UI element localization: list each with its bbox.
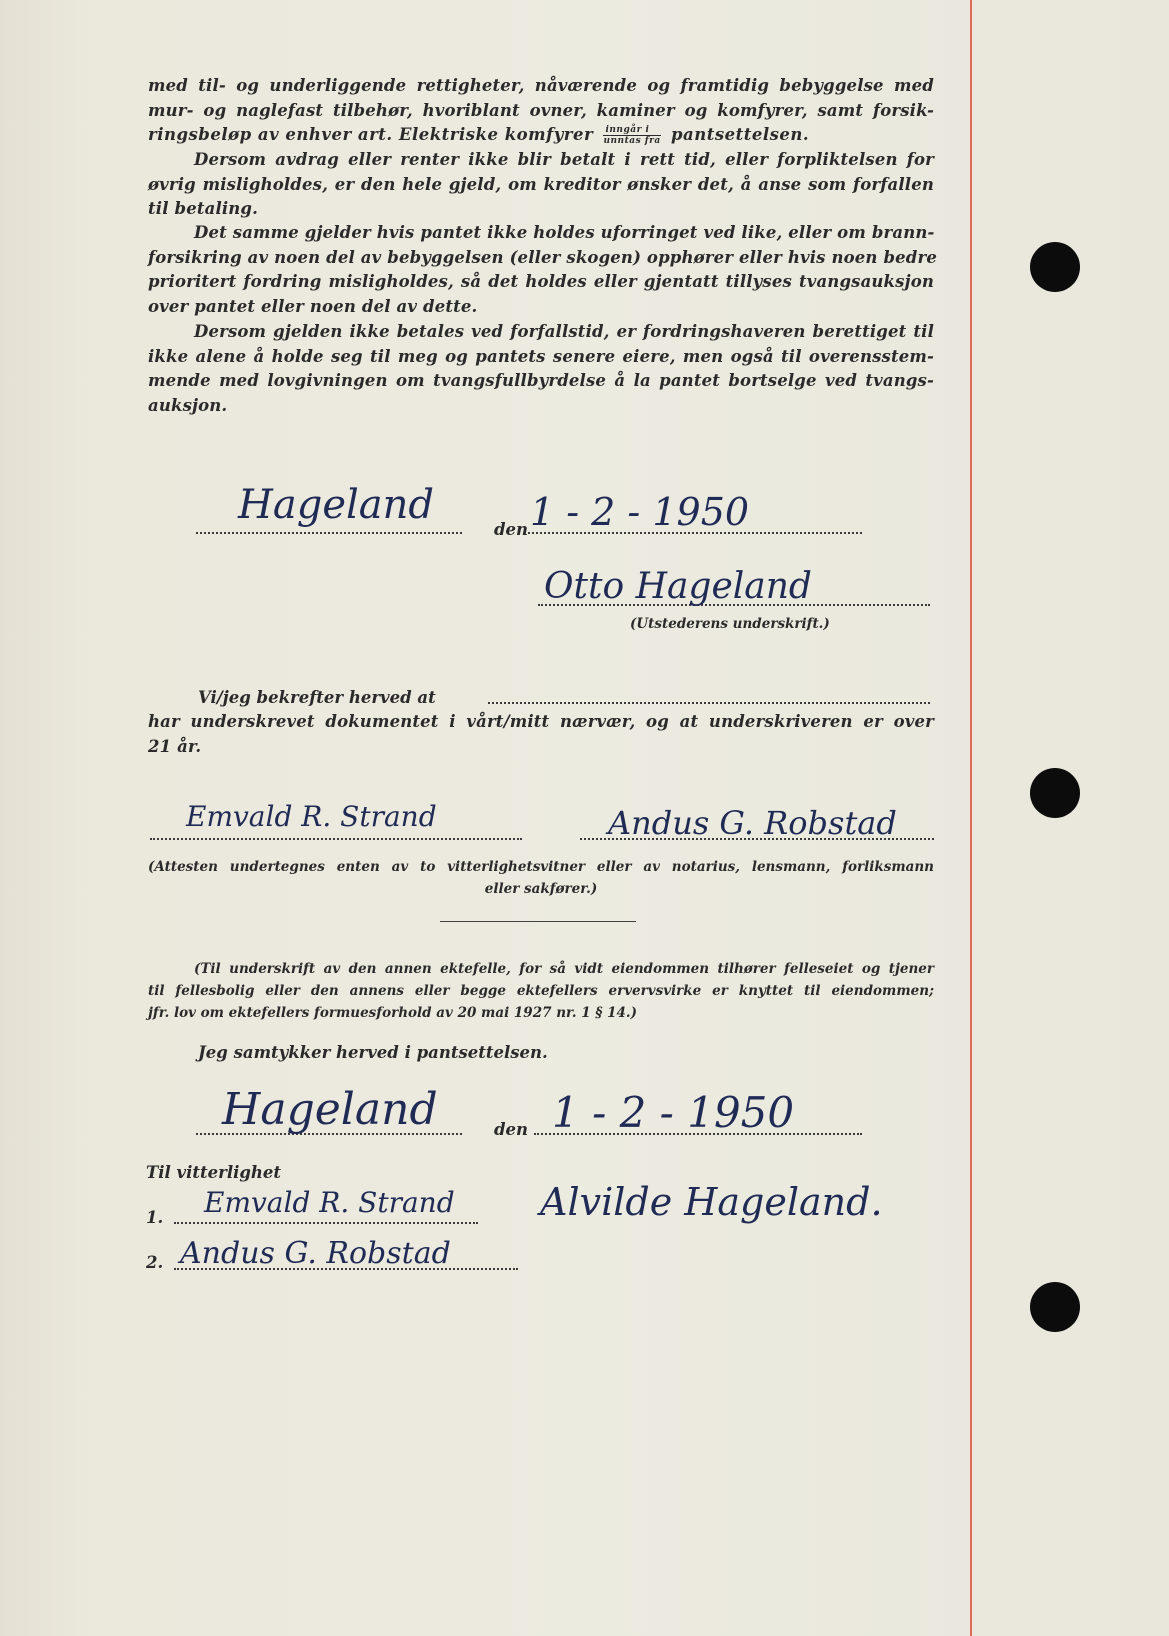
text-line: øvrig misligholdes, er den hele gjeld, om kreditor ønsker det, å anse som forfallen bbox=[148, 174, 934, 194]
consent-date-handwritten: 1 - 2 - 1950 bbox=[552, 1088, 795, 1137]
text-fragment: ringsbeløp av enhver art. Elektriske komfyrer bbox=[148, 125, 594, 144]
signer-handwritten: Otto Hageland bbox=[544, 566, 812, 607]
date-handwritten: 1 - 2 - 1950 bbox=[530, 490, 750, 534]
fraction-bottom: unntas fra bbox=[603, 136, 661, 146]
text-line: (Attesten undertegnes enten av to vitterlighetsvitner eller av notarius, lensmann, forliksmann bbox=[148, 859, 934, 875]
text-line: prioritert fordring misligholdes, så det holdes eller gjentatt tillyses tvangsauksjon bbox=[148, 272, 934, 291]
witness2-handwritten: Andus G. Robstad bbox=[608, 804, 897, 842]
paragraph-maintenance bbox=[148, 221, 937, 319]
attestation-intro: Vi/jeg bekrefter herved at bbox=[198, 688, 436, 707]
punch-hole-icon bbox=[1030, 242, 1080, 292]
place-dotted-line bbox=[196, 532, 462, 534]
text-line: mur- og naglefast tilbehør, hvoriblant ovner, kaminer og komfyrer, samt forsik- bbox=[148, 100, 934, 120]
text-line: eller sakfører.) bbox=[484, 881, 598, 897]
paragraph-enforcement bbox=[148, 320, 934, 418]
witness-label: Til vitterlighet bbox=[146, 1163, 282, 1182]
attestation-note bbox=[148, 856, 934, 900]
punch-hole-icon bbox=[1030, 1282, 1080, 1332]
text-line: (Til underskrift av den annen ektefelle, for så vidt eiendommen tilhører felleseiet og tjener bbox=[194, 961, 934, 977]
consent-signer-handwritten: Alvilde Hageland. bbox=[540, 1180, 883, 1224]
consent-place-handwritten: Hageland bbox=[222, 1084, 438, 1135]
consent-text: Jeg samtykker herved i pantsettelsen. bbox=[198, 1043, 548, 1062]
text-line: auksjon. bbox=[148, 395, 228, 415]
text-line: til betaling. bbox=[148, 199, 259, 218]
text-line: Dersom avdrag eller renter ikke blir betalt i rett tid, eller forpliktelsen for bbox=[194, 150, 934, 169]
witness1-handwritten: Emvald R. Strand bbox=[186, 800, 437, 833]
signer-caption: (Utstederens underskrift.) bbox=[630, 616, 830, 632]
spouse-note bbox=[148, 958, 934, 1024]
fraction-top: inngår i bbox=[603, 125, 660, 136]
text-line: mende med lovgivningen om tvangsfullbyrdelse å la pantet bortselge ved tvangs- bbox=[148, 371, 934, 390]
red-margin-line bbox=[970, 0, 972, 1636]
text-line: Dersom gjelden ikke betales ved forfallstid, er fordringshaveren berettiget til bbox=[194, 322, 934, 341]
consent-witness2-handwritten: Andus G. Robstad bbox=[180, 1236, 451, 1271]
text-line: forsikring av noen del av bebyggelsen (eller skogen) opphører eller hvis noen bedre bbox=[148, 247, 937, 267]
text-line bbox=[148, 123, 934, 148]
punch-hole-icon bbox=[1030, 768, 1080, 818]
consent-den-label: den bbox=[494, 1120, 529, 1139]
text-line: med til- og underliggende rettigheter, nåværende og framtidig bebyggelse med bbox=[148, 76, 934, 95]
text-line: til fellesbolig eller den annens eller begge ektefellers ervervsvirke er knyttet til eiendommen; bbox=[148, 983, 934, 999]
paragraph-default bbox=[148, 148, 934, 222]
text-line: over pantet eller noen del av dette. bbox=[148, 296, 478, 316]
attestation-text bbox=[148, 710, 934, 759]
attestation-dotted-line bbox=[488, 702, 930, 704]
consent-witness1-handwritten: Emvald R. Strand bbox=[204, 1186, 455, 1219]
paragraph-property bbox=[148, 74, 934, 148]
witness1-dotted-line bbox=[150, 838, 522, 840]
den-label: den bbox=[494, 520, 529, 539]
consent-witness1-dotted-line bbox=[174, 1222, 478, 1224]
text-line: 21 år. bbox=[148, 736, 202, 756]
text-line: jfr. lov om ektefellers formuesforhold av 20 mai 1927 nr. 1 § 14.) bbox=[148, 1005, 638, 1021]
text-line: har underskrevet dokumentet i vårt/mitt nærvær, og at underskriveren er over bbox=[148, 712, 934, 731]
place-handwritten: Hageland bbox=[238, 482, 435, 528]
text-line: Det samme gjelder hvis pantet ikke holdes uforringet ved like, eller om brann- bbox=[194, 223, 935, 242]
fraction-choice bbox=[603, 125, 660, 146]
witness-number-1: 1. bbox=[146, 1208, 164, 1227]
text-line: ikke alene å holde seg til meg og pantets senere eiere, men også til overensstem- bbox=[148, 346, 934, 366]
witness-number-2: 2. bbox=[146, 1253, 164, 1272]
separator-rule bbox=[440, 921, 636, 922]
text-fragment: pantsettelsen. bbox=[670, 125, 810, 144]
